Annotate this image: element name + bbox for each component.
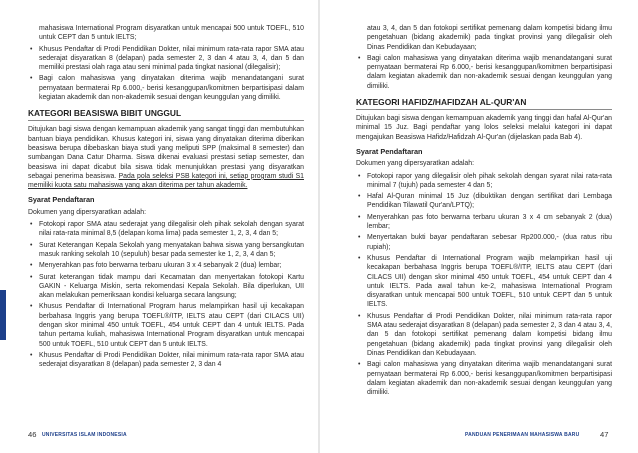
- list-item: • Khusus Pendaftar di Prodi Pendidikan Dokter, nilai minimum rata-rata rapor SMA atau sederajat disyaratkan 8 (delapan) pada semester 2, 3 dan 4 atau 3, 4, dan 5 dan memiliki prestasi olah raga atau seni minimal pada tingkat nasional (dilegalisir);: [30, 45, 304, 72]
- list-item: • Menyerahkan pas foto berwarna terbaru ukuran 3 x 4 sebanyak 2 (dua) lembar;: [30, 262, 282, 270]
- list-item: • Bagi calon mahasiswa yang dinyatakan diterima wajib menandatangani surat pernyataan bermaterai Rp 6.000,- berisi kesanggupan/komitmen berpartisipasi dalam kegiatan akademik dan non-akademik sesuai dengan keunggulan yang dimiliki.: [30, 75, 304, 102]
- footer-text: PANDUAN PENERIMAAN MAHASISWA BARU: [465, 432, 580, 438]
- bullet-icon: •: [358, 254, 361, 262]
- bullet-icon: •: [30, 75, 33, 83]
- bullet-icon: •: [358, 193, 361, 201]
- section-paragraph: Ditujukan bagi siswa dengan kemampuan akademik yang tinggi dan hafal Al-Qur'an minimal 15 Juz. Bagi pendaftar yang lolos seleksi melalui kategori ini dapat mengajukan Beasiswa Hafidz/Hafidzah Al-Qur'an (dijelaskan pada Bab 4).: [356, 115, 612, 141]
- section-heading: KATEGORI BEASISWA BIBIT UNGGUL: [28, 108, 304, 121]
- list-item: • Fotokopi rapor yang dilegalisir oleh pihak sekolah dengan syarat nilai rata-rata minimal 7 (tujuh) pada semester 4 dan 5;: [358, 172, 612, 189]
- bullet-icon: •: [30, 241, 33, 249]
- continued-text: atau 3, 4, dan 5 dan fotokopi sertifikat pemenang dalam kompetisi bidang ilmu pengetahuan (bidang akademik) pada tingkat provinsi yang dilegalisir oleh Dinas Pendidikan dan Kebudayaan;: [367, 25, 612, 51]
- requirements-list: [28, 220, 304, 369]
- bullet-icon: •: [30, 303, 33, 311]
- list-item: • Fotokopi rapor SMA atau sederajat yang dilegalisir oleh pihak sekolah dengan syarat nilai rata-rata minimal 8,5 (delapan koma lima) pada semester 1, 2, 3, 4 dan 5;: [30, 221, 304, 238]
- bullet-icon: •: [30, 262, 33, 270]
- chapter-tab: [0, 290, 6, 340]
- intro-text: Dokumen yang dipersyaratkan adalah:: [28, 208, 146, 216]
- bullet-icon: •: [30, 45, 33, 53]
- left-page: [28, 24, 304, 424]
- bullet-list-top: [356, 54, 612, 91]
- subheading: Syarat Pendaftaran: [356, 146, 423, 156]
- bullet-icon: •: [358, 234, 361, 242]
- bullet-icon: •: [30, 273, 33, 281]
- bullet-list-top: [28, 45, 304, 103]
- list-item: • Bagi calon mahasiswa yang dinyatakan diterima wajib menandatangani surat pernyataan bermaterai Rp 6.000,- berisi kesanggupan/komitmen berpartisipasi dalam kegiatan akademik dan non-akademik sesuai dengan keunggulan yang dimiliki.: [358, 54, 612, 90]
- bullet-icon: •: [358, 312, 361, 320]
- footer-text: UNIVERSITAS ISLAM INDONESIA: [42, 432, 127, 438]
- list-item: • Khusus Pendaftar di Prodi Pendidikan Dokter, nilai minimum rata-rata rapor SMA atau sederajat disyaratkan 8 (delapan) pada semester 2, 3 dan 4 atau 3, 4, dan 5 dan fotokopi sertifikat pemenang dalam kompetisi bidang ilmu pengetahuan (bidang akademik) pada tingkat provinsi yang dilegalisir oleh Dinas Pendidikan dan Kebudayaan.: [358, 312, 612, 357]
- list-item: • Hafal Al-Quran minimal 15 Juz (dibuktikan dengan sertifikat dari Lembaga Pendidikan Tilawatil Qur'an/LPTQ);: [358, 193, 612, 210]
- subheading: Syarat Pendaftaran: [28, 195, 95, 205]
- list-item: • Menyerahkan pas foto berwarna terbaru ukuran 3 x 4 cm sebanyak 2 (dua) lembar;: [358, 213, 612, 231]
- page-gutter: [318, 0, 320, 453]
- bullet-icon: •: [358, 213, 361, 221]
- list-item: • Surat keterangan tidak mampu dari Kecamatan dan menyertakan fotokopi Kartu GAKIN - Keluarga Miskin, serta rekomendasi Kepala Sekolah. Bila diperlukan, UII akan melakukan pemeriksaan kondisi keluarga secara langsung;: [30, 273, 304, 300]
- section-heading: KATEGORI HAFIDZ/HAFIDZAH AL-QUR'AN: [356, 97, 612, 110]
- continued-text: mahasiswa International Program disyaratkan untuk mencapai 500 untuk TOEFL, 510 untuk CEPT dan 5 untuk IELTS;: [39, 25, 304, 42]
- list-item: • Menyertakan bukti bayar pendaftaran sebesar Rp200.000,- (dua ratus ribu rupiah);: [358, 234, 612, 251]
- list-item: • Khusus Pendaftar di International Program harus melampirkan hasil uji kecakapan berbahasa Inggris yang berupa TOEFL®/ITP, IELTS atau CEPT (dari CILACS UII) dengan skor minimal 450 untuk TOEFL, 454 untuk CEPT dan 4 untuk IELTS. Pada tahun pertama kuliah, mahasiswa International Program disyaratkan untuk mencapai 500 untuk TOEFL, 510 untuk CEPT dan 5 untuk IELTS.: [30, 303, 304, 348]
- bullet-icon: •: [358, 172, 361, 180]
- list-item: • Bagi calon mahasiswa yang dinyatakan diterima wajib menandatangani surat pernyataan bermaterai Rp 6.000,- berisi kesanggupan/komitmen berpartisipasi dalam kegiatan akademik dan non-akademik sesuai dengan keunggulan yang dimiliki.: [358, 361, 612, 397]
- requirements-list: [356, 172, 612, 398]
- intro-text: Dokumen yang dipersyaratkan adalah:: [356, 160, 474, 168]
- bullet-icon: •: [358, 361, 361, 369]
- page-number: 46: [28, 430, 37, 439]
- list-item: • Surat Keterangan Kepala Sekolah yang menyatakan bahwa siswa yang bersangkutan masuk ranking sekolah 10 (sepuluh) besar pada semester ke 1, 2, 3, 4 dan 5;: [30, 241, 304, 258]
- section-paragraph: Ditujukan bagi siswa dengan kemampuan akademik yang sangat tinggi dan membutuhkan bantuan biaya pendidikan. Khusus kategori ini, siswa yang dinyatakan diterima diberikan beasiswa berupa dibebaskan biaya studi yang meliputi SPP (maksimal 8 semester) dan sumbangan Dana Catur Dharma. Siswa dikenai evaluasi prestasi setiap semester, dan beasiswa ini dapat dicabut bila siswa tidak menunjukkan prestasi yang disyaratkan sebagai penerima beasiswa. Pada pola seleksi PSB kategori ini, setiap program studi S1 memiliki kuota satu mahasiswa yang akan diterima per tahun akademik.: [28, 126, 304, 190]
- list-item: • Khusus Pendaftar di Prodi Pendidikan Dokter, nilai minimum rata-rata rapor SMA atau sederajat disyaratkan 8 (delapan) pada semester 2, 3 dan 4: [30, 351, 304, 369]
- bullet-icon: •: [358, 54, 361, 62]
- page-number: 47: [600, 430, 609, 439]
- list-item: • Khusus Pendaftar di International Program wajib melampirkan hasil uji kecakapan berbahasa Inggris berupa TOEFL®/ITP, IELTS atau CEPT (dari CILACS UII) dengan skor minimal 450 untuk TOEFL, 454 untuk CEPT dan 4 untuk IELTS. Pada awal tahun ke-2, mahasiswa International Program disyaratkan untuk mencapai 500 untuk TOEFL, 510 untuk CEPT dan 5 untuk IELTS.: [358, 254, 612, 309]
- right-page: [356, 24, 612, 424]
- bullet-icon: •: [30, 221, 33, 229]
- bullet-icon: •: [30, 351, 33, 359]
- quota-note: Pada pola seleksi PSB kategori ini, setiap program studi S1 memiliki kuota satu mahasiswa yang akan diterima per tahun akademik.: [28, 172, 304, 190]
